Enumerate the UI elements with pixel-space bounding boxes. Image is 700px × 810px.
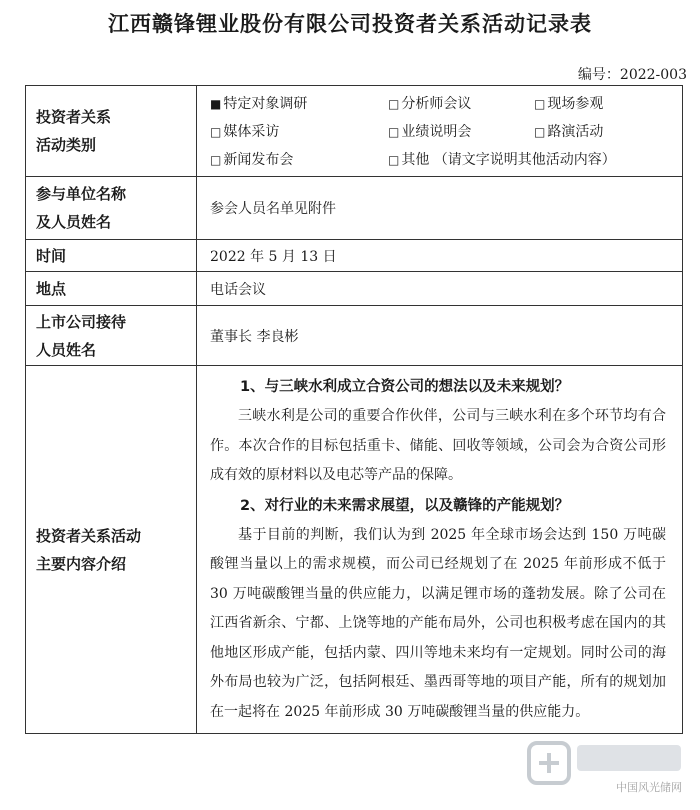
option-roadshow[interactable]: □ 路演活动 [534, 124, 604, 140]
option-media-interview[interactable]: □ 媒体采访 [210, 124, 280, 140]
answer-2: 基于目前的判断，我们认为到 2025 年全球市场会达到 150 万吨碳酸锂当量以上的需求规模，而公司已经规划了在 2025 年前形成不低于 30 万吨碳酸锂当量的供应能力，以满足锂市场的蓬勃发展。除了公司在江西省新余、宁都、上饶等地的产能布局外，公司也积极考虑在国内的其他地区形成产能，包括内蒙、四川等地未来均有一定规划。同时公司的海外布局也较为广泛，包括阿根廷、墨西哥等地的项目产能，所有的规划加在一起将在 2025 年前形成 30 万吨碳酸锂当量的供应能力。 [210, 526, 666, 720]
answer-1: 三峡水利是公司的重要合作伙伴，公司与三峡水利在多个环节均有合作。本次合作的目标包括重卡、储能、回收等领域，公司会为合资公司形成有效的原材料以及电芯等产品的保障。 [210, 408, 666, 483]
row-time [26, 240, 683, 272]
location-label: 地点 [26, 272, 197, 306]
reception-value: 董事长 李良彬 [197, 306, 683, 366]
activity-type-label: 投资者关系 活动类别 [26, 86, 197, 177]
checkbox-unchecked: □ [388, 97, 400, 111]
row-content [26, 366, 683, 734]
option-earnings-briefing[interactable]: □ 业绩说明会 [388, 124, 472, 140]
content-label: 投资者关系活动 主要内容介绍 [26, 366, 197, 734]
watermark-site-text: 中国风光储网 [616, 781, 682, 794]
content-body [197, 366, 683, 734]
document-title: 江西赣锋锂业股份有限公司投资者关系活动记录表 [108, 12, 592, 36]
checkbox-unchecked: □ [388, 125, 400, 139]
checkbox-unchecked: □ [210, 153, 222, 167]
option-analyst-meeting[interactable]: □ 分析师会议 [388, 96, 472, 112]
record-table [25, 85, 683, 734]
participants-value: 参会人员名单见附件 [197, 177, 683, 240]
time-value: 2022 年 5 月 13 日 [197, 240, 683, 272]
option-site-visit[interactable]: □ 现场参观 [534, 96, 604, 112]
watermark-logo [525, 735, 690, 797]
time-label: 时间 [26, 240, 197, 272]
question-1: 1、与三峡水利成立合资公司的想法以及未来规划？ [240, 379, 570, 395]
serial-number: 编号：2022-003 [577, 67, 687, 83]
checkbox-checked: ■ [210, 97, 222, 111]
reception-label: 上市公司接待 人员姓名 [26, 306, 197, 366]
checkbox-unchecked: □ [210, 125, 222, 139]
option-special-research[interactable]: ■ 特定对象调研 [210, 96, 308, 112]
row-participants [26, 177, 683, 240]
location-value: 电话会议 [197, 272, 683, 306]
checkbox-unchecked: □ [388, 153, 400, 167]
activity-type-options [197, 86, 683, 177]
row-location [26, 272, 683, 306]
option-other[interactable]: □ 其他 （请文字说明其他活动内容） [388, 152, 616, 168]
participants-label: 参与单位名称 及人员姓名 [26, 177, 197, 240]
row-activity-type [26, 86, 683, 177]
checkbox-unchecked: □ [534, 125, 546, 139]
checkbox-unchecked: □ [534, 97, 546, 111]
option-press-conference[interactable]: □ 新闻发布会 [210, 152, 294, 168]
row-reception [26, 306, 683, 366]
question-2: 2、对行业的未来需求展望，以及赣锋的产能规划？ [240, 497, 570, 514]
